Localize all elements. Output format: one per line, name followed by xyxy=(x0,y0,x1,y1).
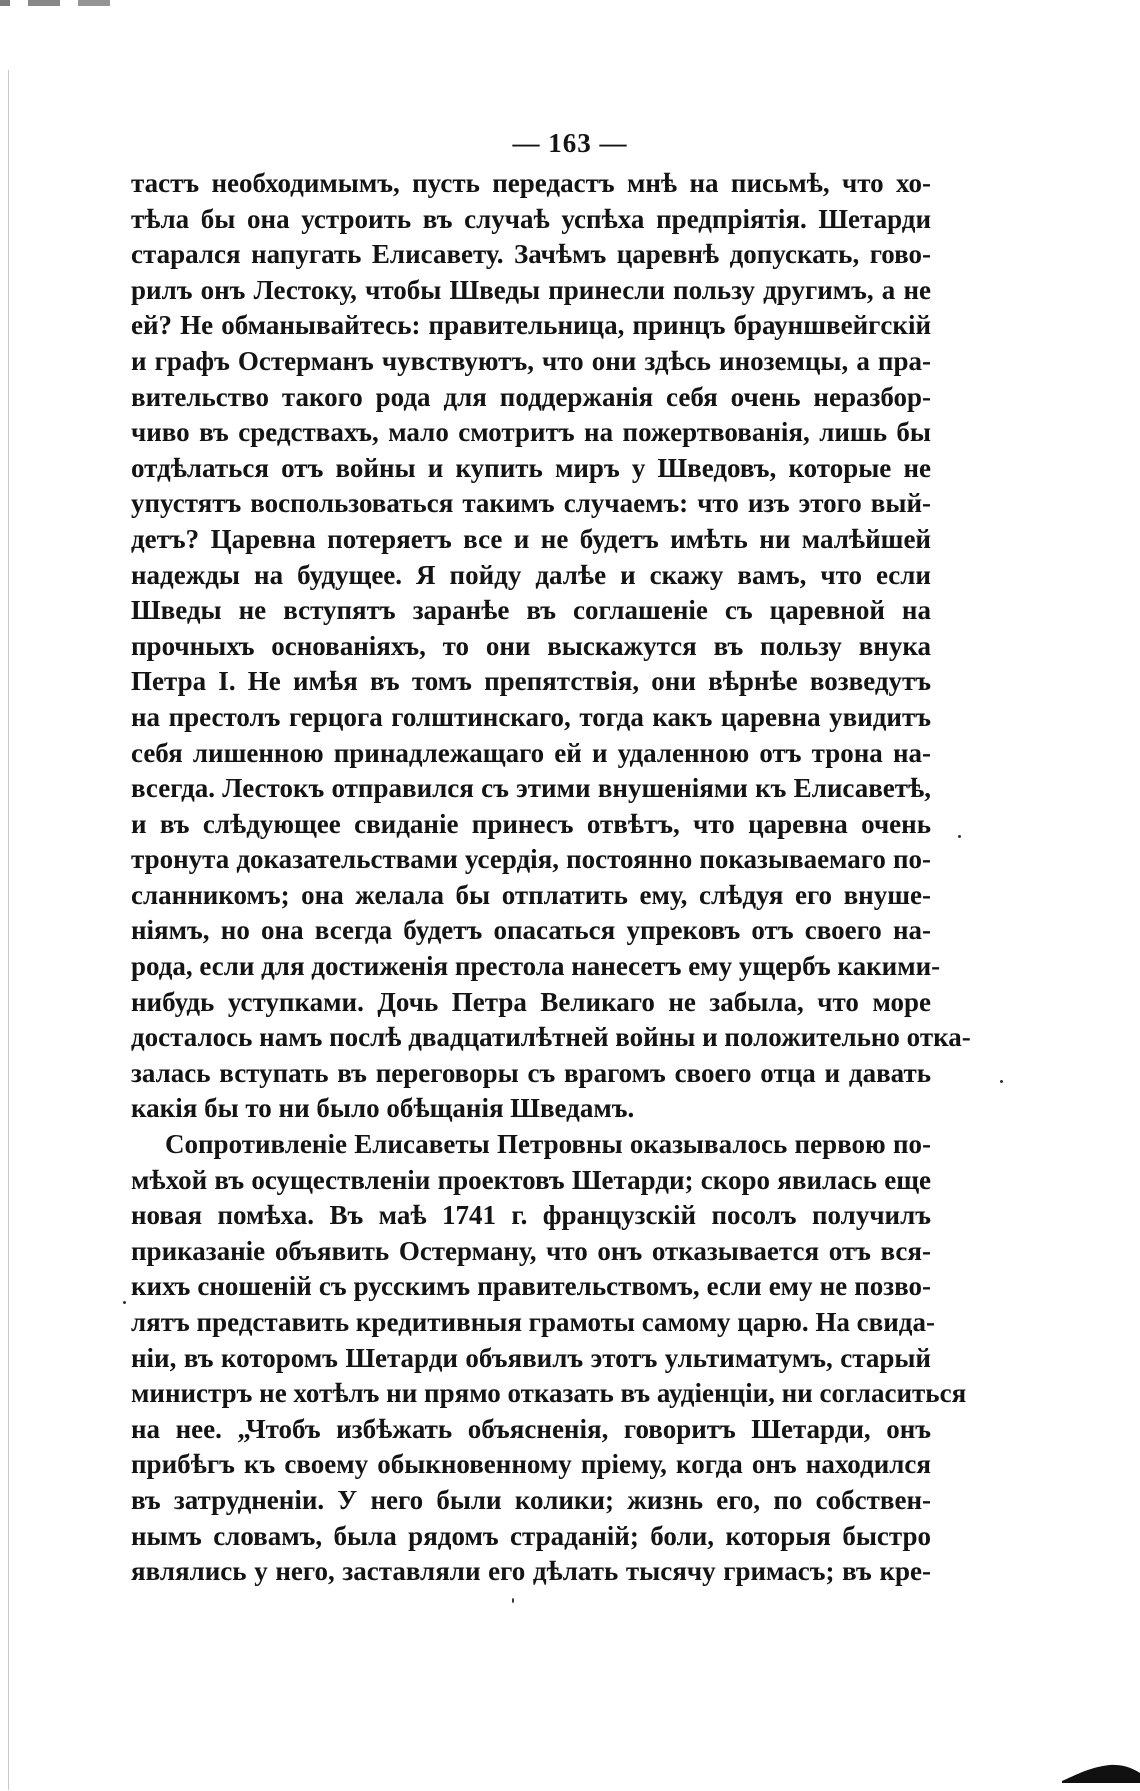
text-line: на нее. „Чтобъ избѣжать объясненія, говоритъ Шетарди, онъ xyxy=(131,1413,931,1444)
text-line-paragraph-end: какія бы то ни было обѣщанія Шведамъ. xyxy=(131,1093,635,1124)
text-line: сланникомъ; она желала бы отплатить ему, слѣдуя его внуше- xyxy=(131,879,931,910)
text-line: въ затрудненіи. У него были колики; жизнь его, по собствен- xyxy=(131,1484,931,1515)
page-number: — 163 — xyxy=(512,128,628,158)
text-line: нибудь уступками. Дочь Петра Великаго не забыла, что море xyxy=(131,986,931,1017)
text-line: новая помѣха. Въ маѣ 1741 г. французскій посолъ получилъ xyxy=(131,1200,931,1231)
text-line: мѣхой въ осуществленіи проектовъ Шетарди; скоро явилась еще xyxy=(131,1164,931,1195)
text-line: всегда. Лестокъ отправился съ этими внушеніями къ Елисаветѣ, xyxy=(131,773,931,804)
text-line: прибѣгъ къ своему обыкновенному пріему, когда онъ находился xyxy=(131,1449,931,1480)
scan-speck xyxy=(123,1301,126,1304)
text-line: приказаніе объявить Остерману, что онъ отказывается отъ вся- xyxy=(131,1235,931,1266)
text-line: министръ не хотѣлъ ни прямо отказать въ аудіенціи, ни согласиться xyxy=(131,1378,967,1409)
text-line: себя лишенною принадлежащаго ей и удаленною отъ трона на- xyxy=(131,737,931,768)
text-line: Шведы не вступятъ заранѣе въ соглашеніе съ царевной на xyxy=(131,595,931,626)
text-line: отдѣлаться отъ войны и купить миръ у Шведовъ, которые не xyxy=(131,452,931,483)
text-line: Петра I. Не имѣя въ томъ препятствія, они вѣрнѣе возведутъ xyxy=(131,666,931,697)
text-line: надежды на будущее. Я пойду далѣе и скажу вамъ, что если xyxy=(131,559,931,590)
text-line: кихъ сношеній съ русскимъ правительствомъ, если ему не позво- xyxy=(131,1271,931,1302)
text-line: тронута доказательствами усердія, постоянно показываемаго по- xyxy=(131,844,931,875)
text-line: лятъ представить кредитивныя грамоты самому царю. На свида- xyxy=(131,1307,935,1337)
text-line: детъ? Царевна потеряетъ все и не будетъ имѣть ни малѣйшей xyxy=(131,523,931,554)
scan-speck xyxy=(1000,1080,1003,1083)
text-line: и въ слѣдующее свиданіе принесъ отвѣтъ, что царевна очень xyxy=(131,808,931,839)
text-line: прочныхъ основаніяхъ, то они выскажутся въ пользу внука xyxy=(131,630,931,661)
text-line: залась вступать въ переговоры съ врагомъ своего отца и давать xyxy=(131,1057,931,1088)
text-line: рилъ онъ Лестоку, чтобы Шведы принесли пользу другимъ, а не xyxy=(131,274,931,305)
text-line: тастъ необходимымъ, пусть передастъ мнѣ на письмѣ, что хо- xyxy=(131,168,931,198)
text-line: упустятъ воспользоваться такимъ случаемъ: что изъ этого вый- xyxy=(131,488,931,519)
scan-artifact-top xyxy=(0,0,150,6)
binding-gutter-line xyxy=(8,70,9,1790)
text-line: ніямъ, но она всегда будетъ опасаться упрековъ отъ своего на- xyxy=(131,915,931,946)
text-line: рода, если для достиженія престола нанесетъ ему ущербъ какими- xyxy=(131,951,941,982)
text-line: и графъ Остерманъ чувствуютъ, что они здѣсь иноземцы, а пра- xyxy=(131,345,931,376)
text-line: досталось намъ послѣ двадцатилѣтней войны и положительно отка- xyxy=(131,1022,971,1053)
text-line: на престолъ герцога голштинскаго, тогда какъ царевна увидитъ xyxy=(131,701,931,732)
body-text xyxy=(131,166,971,1590)
text-line: являлись у него, заставляли его дѣлать тысячу гримасъ; въ кре- xyxy=(131,1556,931,1587)
text-line: тѣла бы она устроить въ случаѣ успѣха предпріятія. Шетарди xyxy=(131,203,931,234)
text-line: старался напугать Елисавету. Зачѣмъ царевнѣ допускать, гово- xyxy=(131,239,931,270)
text-line: ніи, въ которомъ Шетарди объявилъ этотъ ультиматумъ, старый xyxy=(131,1342,931,1373)
text-line: вительство такого рода для поддержанія себя очень неразбор- xyxy=(131,381,931,412)
scan-speck xyxy=(512,1598,514,1603)
ink-blot-artifact xyxy=(1062,1763,1140,1783)
text-line: чиво въ средствахъ, мало смотритъ на пожертвованія, лишь бы xyxy=(131,417,931,448)
text-line: нымъ словамъ, была рядомъ страданій; боли, которыя быстро xyxy=(131,1520,931,1551)
scan-speck xyxy=(958,835,961,838)
text-line-paragraph-start: Сопротивленіе Елисаветы Петровны оказывалось первою по- xyxy=(165,1129,931,1160)
text-line: ей? Не обманывайтесь: правительница, принцъ брауншвейгскій xyxy=(131,310,931,341)
